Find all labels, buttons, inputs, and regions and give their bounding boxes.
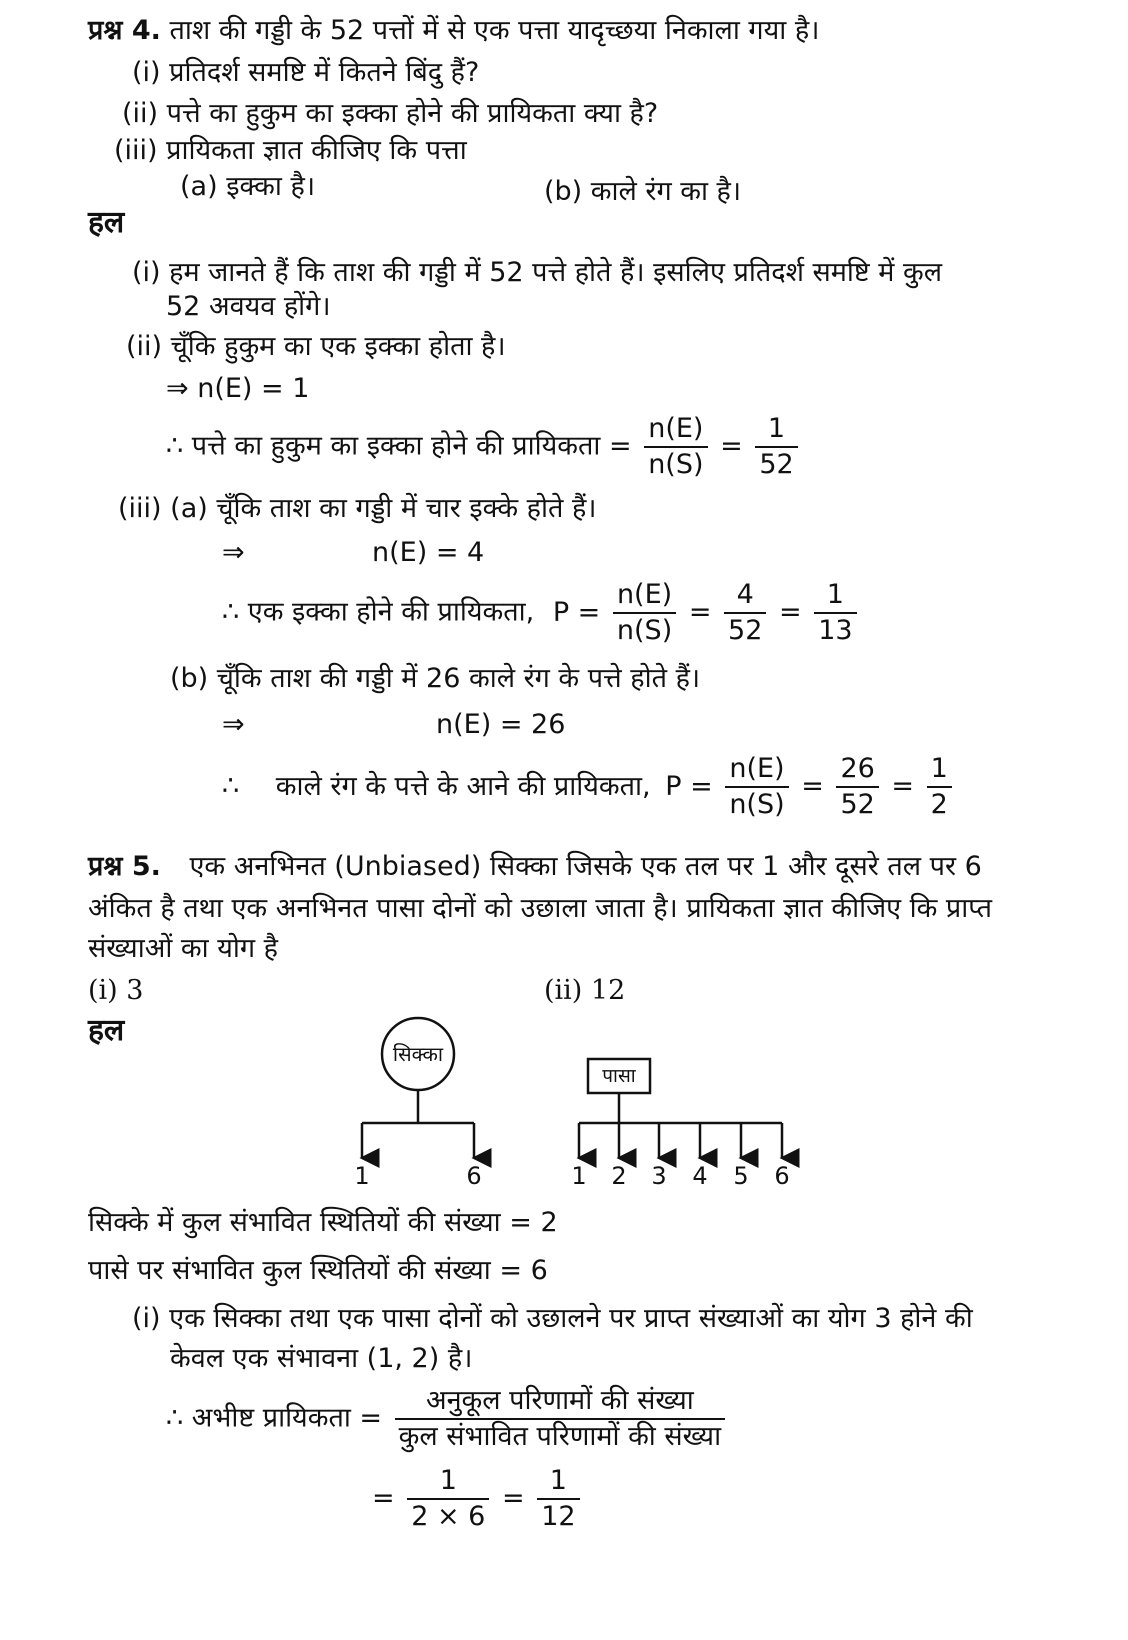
sol4-iii-b-implies-symbol: ⇒ bbox=[222, 709, 245, 740]
coin-outcome: 1 bbox=[354, 1162, 370, 1190]
sol5-coin-total: सिक्के में कुल संभावित स्थितियों की संख्या = 2 bbox=[88, 1207, 558, 1238]
q4-part-i: (i) प्रतिदर्श समष्टि में कितने बिंदु हैं? bbox=[132, 57, 480, 88]
equals-sign: = bbox=[720, 430, 743, 462]
sol5-final-result bbox=[372, 1464, 584, 1534]
sol4-i-line2: 52 अवयव होंगे। bbox=[166, 291, 331, 322]
question-5-line2: अंकित है तथा एक अनभिनत पासा दोनों को उछाला जाता है। प्रायिकता ज्ञात कीजिए कि प्राप्त bbox=[88, 893, 992, 924]
fraction-26-52: $\frac{26}{52}$ bbox=[836, 752, 878, 822]
fraction-nE-nS: $\frac{n(E)}{n(S)}$ bbox=[613, 578, 676, 648]
question-5-line3: संख्याओं का योग है bbox=[88, 933, 278, 964]
fraction-nE-nS: $\frac{n(E)}{n(S)}$ bbox=[644, 412, 707, 482]
fraction-1-2: $\frac{1}{2}$ bbox=[927, 752, 952, 822]
sol5-die-total: पासे पर संभावित कुल स्थितियों की संख्या = 6 bbox=[88, 1255, 548, 1286]
die-outcome: 1 bbox=[571, 1162, 587, 1190]
die-outcome: 2 bbox=[611, 1162, 627, 1190]
die-outcome: 3 bbox=[651, 1162, 667, 1190]
sol4-ii-line1: (ii) चूँकि हुकुम का एक इक्का होता है। bbox=[126, 331, 506, 362]
question-5-line1: एक अनभिनत (Unbiased) सिक्का जिसके एक तल पर 1 और दूसरे तल पर 6 bbox=[189, 851, 982, 882]
solution-5-heading: हल bbox=[88, 1013, 125, 1048]
sol4-ii-prob-text: ∴ पत्ते का हुकुम का इक्का होने की प्रायिकता = bbox=[166, 430, 632, 462]
sol4-iii-b-implies-value: n(E) = 26 bbox=[436, 709, 566, 740]
question-5-label: प्रश्न 5. bbox=[88, 851, 161, 882]
q4-part-iii: (iii) प्रायिकता ज्ञात कीजिए कि पत्ता bbox=[114, 135, 467, 166]
sol5-i-line2: केवल एक संभावना (1, 2) है। bbox=[170, 1343, 473, 1374]
sol4-iii-a-implies-value: n(E) = 4 bbox=[372, 537, 485, 568]
q4-part-a: (a) इक्का है। bbox=[180, 171, 316, 202]
coin-label: सिक्का bbox=[392, 1042, 444, 1066]
die-outcome: 6 bbox=[774, 1162, 790, 1190]
equals-sign: = bbox=[891, 770, 915, 802]
die-outcome: 5 bbox=[733, 1162, 749, 1190]
fraction-1-12: $\frac{1}{12}$ bbox=[537, 1464, 579, 1534]
fraction-1-13: $\frac{1}{13}$ bbox=[814, 578, 856, 648]
sol4-iii-b-line: (b) चूँकि ताश की गड्डी में 26 काले रंग के पत्ते होते हैं। bbox=[170, 663, 701, 694]
q5-option-i: (i) 3 bbox=[88, 975, 144, 1006]
q4-part-ii: (ii) पत्ते का हुकुम का इक्का होने की प्रायिकता क्या है? bbox=[122, 98, 659, 129]
solution-4-heading: हल bbox=[88, 205, 125, 240]
question-4-label: प्रश्न 4. bbox=[88, 15, 161, 46]
fraction-nE-nS: $\frac{n(E)}{n(S)}$ bbox=[725, 752, 788, 822]
fraction-1-2x6: $\frac{1}{2 \times 6}$ bbox=[407, 1464, 489, 1534]
sol4-iii-a-implies-symbol: ⇒ bbox=[222, 537, 245, 568]
q5-option-ii: (ii) 12 bbox=[544, 975, 626, 1006]
sol4-iii-a-line: (iii) (a) चूँकि ताश का गड्डी में चार इक्के होते हैं। bbox=[118, 493, 597, 524]
therefore-sign: ∴ bbox=[222, 770, 240, 802]
sol5-required-probability bbox=[166, 1384, 729, 1454]
p-equals: P = bbox=[665, 770, 713, 802]
fraction-4-52: $\frac{4}{52}$ bbox=[724, 578, 766, 648]
equals-sign: = bbox=[372, 1482, 395, 1514]
coin-outcome: 6 bbox=[466, 1162, 482, 1190]
equals-sign: = bbox=[801, 770, 824, 802]
sol5-i-line1: (i) एक सिक्का तथा एक पासा दोनों को उछालने पर प्राप्त संख्याओं का योग 3 होने की bbox=[132, 1303, 973, 1334]
sol4-i-line1: (i) हम जानते हैं कि ताश की गड्डी में 52 पत्ते होते हैं। इसलिए प्रतिदर्श समष्टि में कुल bbox=[132, 257, 943, 288]
die-label: पासा bbox=[602, 1065, 636, 1087]
sol4-ii-implies: ⇒ n(E) = 1 bbox=[166, 373, 310, 404]
fraction-result: $\frac{1}{52}$ bbox=[755, 412, 797, 482]
p-equals: P = bbox=[552, 596, 601, 628]
equals-sign: = bbox=[779, 596, 802, 628]
fraction-favourable-total: $\frac{\text{अनुकूल परिणामों की संख्या}}{\text{कुल संभावित परिणामों की संख्या}}$ bbox=[395, 1384, 725, 1454]
question-4-text: ताश की गड्डी के 52 पत्तों में से एक पत्ता यादृच्छया निकाला गया है। bbox=[169, 15, 820, 46]
sol4-iii-b-prob-text: काले रंग के पत्ते के आने की प्रायिकता, bbox=[275, 770, 651, 802]
sol4-iii-a-prob-text: ∴ एक इक्का होने की प्रायिकता, bbox=[222, 596, 535, 628]
q4-part-b: (b) काले रंग का है। bbox=[544, 176, 742, 207]
die-outcome: 4 bbox=[692, 1162, 708, 1190]
equals-sign: = bbox=[501, 1482, 525, 1514]
sol5-req-text: ∴ अभीष्ट प्रायिकता = bbox=[166, 1402, 383, 1434]
equals-sign: = bbox=[688, 596, 712, 628]
